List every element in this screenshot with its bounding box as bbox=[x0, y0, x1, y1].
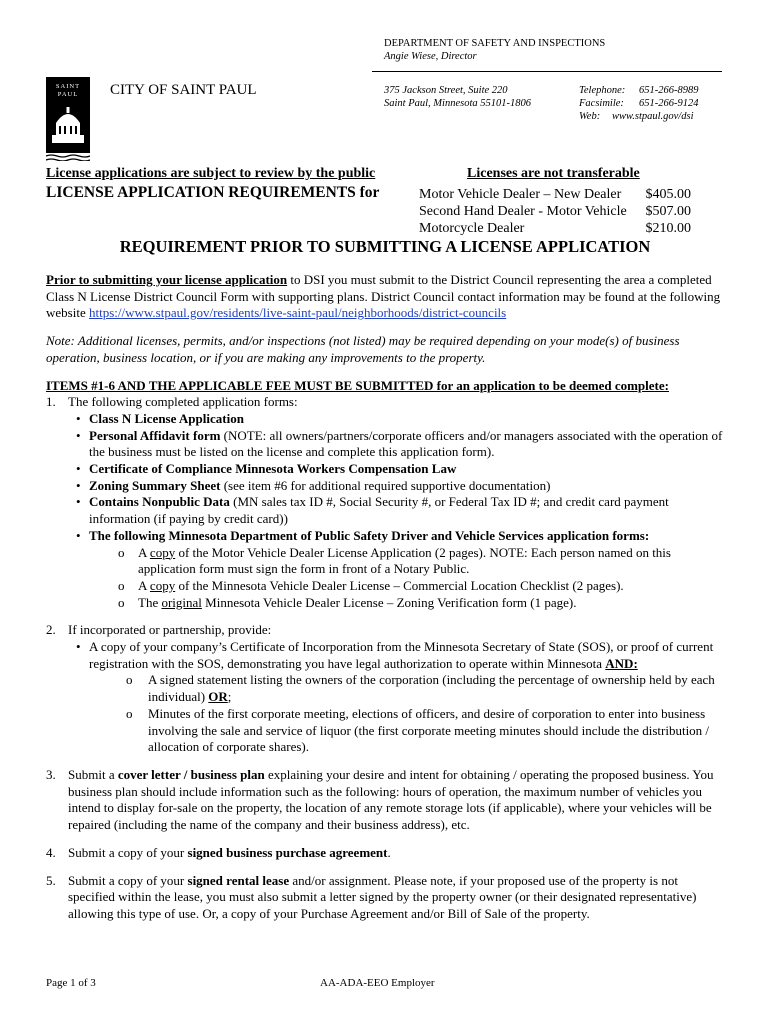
bullet-icon: • bbox=[76, 410, 81, 426]
text: of the Minnesota Vehicle Dealer License – Commercial Location Checklist (2 pages). bbox=[175, 577, 624, 593]
text: A bbox=[138, 577, 150, 593]
sub-item-text bbox=[138, 545, 726, 578]
circle-bullet-icon: o bbox=[126, 672, 133, 688]
address-line: Saint Paul, Minnesota 55101-1806 bbox=[384, 98, 531, 109]
telephone-value: 651-266-8989 bbox=[639, 85, 699, 96]
document-body bbox=[46, 272, 726, 923]
bold-text: signed rental lease bbox=[187, 872, 290, 888]
list-item bbox=[68, 461, 726, 478]
sub-item-text bbox=[138, 578, 624, 595]
fee-row bbox=[419, 220, 691, 237]
fee-row bbox=[419, 186, 691, 203]
item-number: 3. bbox=[46, 766, 56, 782]
text: explaining your desire and intent for obtaining / operating the proposed business. You business plan should include information such as the following: hours of operation, the maximum number of vehicles you intend to display for-sale on the property, the location of any remote storage lots (if applicable), where your vehicles will be repaired (including the name of the company and their business address), etc. bbox=[68, 766, 714, 833]
underlined-text: copy bbox=[149, 544, 176, 560]
license-requirements-title: LICENSE APPLICATION REQUIREMENTS for bbox=[46, 184, 380, 201]
page-number: Page 1 of 3 bbox=[46, 977, 96, 989]
circle-bullet-icon: o bbox=[126, 705, 133, 721]
bold-text: Contains Nonpublic Data bbox=[89, 494, 230, 510]
item-number: 4. bbox=[46, 844, 56, 860]
svg-text:PAUL: PAUL bbox=[57, 91, 79, 98]
district-councils-link[interactable]: https://www.stpaul.gov/residents/live-saint-paul/neighborhoods/district-councils bbox=[88, 305, 507, 321]
text: Submit a copy of your bbox=[68, 844, 188, 860]
item-text: If incorporated or partnership, provide: bbox=[68, 622, 272, 638]
text: . bbox=[387, 844, 391, 860]
text: The bbox=[138, 594, 162, 610]
item-number: 2. bbox=[46, 622, 56, 638]
item-number: 5. bbox=[46, 872, 56, 888]
bullet-icon: • bbox=[76, 527, 81, 543]
circle-bullet-icon: o bbox=[118, 577, 125, 593]
list-item bbox=[68, 528, 726, 545]
text: and/or assignment. Please note, if your proposed use of the property is not specified within the lease, you must also submit a letter signed by the property owner (or their designated representative) allowing this type of use. Or, a copy of your Purchase Agreement and/or Bill of Sale of the property. bbox=[68, 872, 697, 921]
facsimile-label: Facsimile: bbox=[579, 98, 624, 109]
sub-item-text bbox=[138, 595, 577, 612]
underlined-text: copy bbox=[149, 577, 176, 593]
header-divider bbox=[372, 71, 722, 72]
or-text: OR bbox=[208, 689, 228, 705]
list-item-text bbox=[89, 494, 726, 527]
not-transferable-notice: Licenses are not transferable bbox=[467, 166, 640, 181]
item-5 bbox=[46, 873, 726, 923]
list-item bbox=[68, 478, 726, 495]
facsimile-value: 651-266-9124 bbox=[639, 98, 699, 109]
web-label: Web: bbox=[579, 111, 601, 122]
bullet-icon: • bbox=[76, 477, 81, 493]
fee-amount: $405.00 bbox=[645, 187, 691, 202]
bullet-icon: • bbox=[76, 427, 81, 443]
eeo-statement: AA-ADA-EEO Employer bbox=[320, 977, 435, 989]
telephone-label: Telephone: bbox=[579, 85, 626, 96]
fee-row bbox=[419, 203, 691, 220]
svg-text:SAINT: SAINT bbox=[55, 83, 81, 90]
bullet-icon: • bbox=[76, 461, 81, 477]
web-value: www.stpaul.gov/dsi bbox=[612, 111, 694, 122]
circle-bullet-icon: o bbox=[118, 594, 125, 610]
department-name: DEPARTMENT OF SAFETY AND INSPECTIONS bbox=[384, 38, 606, 49]
list-item-text: The following Minnesota Department of Public Safety Driver and Vehicle Services application forms: bbox=[89, 527, 650, 543]
prior-paragraph bbox=[46, 272, 726, 322]
text: A signed statement listing the owners of the corporation (including the percentage of ownership held by each individual) bbox=[148, 672, 715, 705]
and-text: AND: bbox=[605, 655, 638, 671]
circle-bullet-icon: o bbox=[118, 544, 125, 560]
list-item-text: Certificate of Compliance Minnesota Workers Compensation Law bbox=[89, 461, 457, 477]
rest-text: (NOTE: all owners/partners/corporate officers and/or managers associated with the operation of the business must be listed on the license and complete this application form). bbox=[89, 427, 723, 460]
item-4 bbox=[46, 845, 726, 862]
list-item-text bbox=[89, 428, 726, 461]
bold-text: Personal Affidavit form bbox=[89, 427, 221, 443]
sub-item bbox=[68, 545, 726, 578]
item-text bbox=[68, 767, 726, 834]
sub-item-text: Minutes of the first corporate meeting, elections of officers, and desire of corporation to enter into business involving the sale and service of liquor (the first corporate meeting minutes should include the distribution / allocation of corporate shares). bbox=[148, 705, 710, 755]
item-number: 1. bbox=[46, 394, 56, 410]
list-item-text bbox=[89, 478, 550, 495]
text: Submit a bbox=[68, 766, 118, 782]
item-text bbox=[68, 845, 391, 862]
list-item bbox=[68, 411, 726, 428]
list-item-text bbox=[89, 639, 726, 672]
sub-item bbox=[68, 672, 726, 705]
director-name: Angie Wiese, Director bbox=[384, 51, 477, 62]
list-item-text: Class N License Application bbox=[89, 410, 244, 426]
sub-item bbox=[68, 578, 726, 595]
department-header bbox=[384, 37, 605, 63]
capitol-dome-icon bbox=[46, 77, 90, 161]
rest-text: (MN sales tax ID #, Social Security #, or Federal Tax ID #; and credit card payment information (if paying by credit card)) bbox=[89, 494, 669, 527]
text: Minnesota Vehicle Dealer License – Zoning Verification form (1 page). bbox=[201, 594, 577, 610]
item-text bbox=[68, 873, 726, 923]
underlined-text: original bbox=[161, 594, 202, 610]
list-item bbox=[68, 494, 726, 527]
note-paragraph: Note: Additional licenses, permits, and/or inspections (not listed) may be required depending on your mode(s) of business operation, business location, or if you are making any improvements to the property. bbox=[46, 333, 680, 365]
fee-amount: $210.00 bbox=[645, 221, 691, 236]
text: of the Motor Vehicle Dealer License Application (2 pages). NOTE: Each person named on this application form must sign the form in front of a Notary Public. bbox=[138, 544, 671, 577]
sub-item bbox=[68, 595, 726, 612]
list-item bbox=[68, 428, 726, 461]
city-name: CITY OF SAINT PAUL bbox=[110, 82, 257, 98]
bold-text: cover letter / business plan bbox=[117, 766, 265, 782]
public-review-notice: License applications are subject to review by the public bbox=[46, 166, 376, 181]
bold-text: Zoning Summary Sheet bbox=[89, 477, 221, 493]
address-block bbox=[384, 84, 531, 110]
prior-text: to DSI you must submit to the District Council representing the area a completed Class N License District Council Form with supporting plans. District Council contact information may be found at the following website bbox=[46, 272, 721, 321]
item-text: The following completed application forms: bbox=[68, 394, 298, 410]
text: Submit a copy of your bbox=[68, 872, 188, 888]
address-line: 375 Jackson Street, Suite 220 bbox=[384, 85, 508, 96]
saint-paul-logo bbox=[46, 77, 90, 161]
text: A copy of your company’s Certificate of Incorporation from the Minnesota Secretary of State (SOS), or proof of current registration with the SOS, demonstrating you have legal authorization to operate within Minnesota bbox=[89, 639, 714, 671]
prior-lead: Prior to submitting your license application bbox=[46, 272, 288, 287]
text: A bbox=[138, 544, 150, 560]
fee-list bbox=[419, 186, 691, 237]
list-item bbox=[68, 639, 726, 672]
item-1 bbox=[46, 394, 726, 411]
contact-block bbox=[579, 84, 699, 123]
bullet-icon: • bbox=[76, 639, 81, 655]
rest-text: (see item #6 for additional required supportive documentation) bbox=[220, 477, 551, 493]
fee-name: Second Hand Dealer - Motor Vehicle bbox=[419, 204, 627, 219]
bullet-icon: • bbox=[76, 494, 81, 510]
item-3 bbox=[46, 767, 726, 834]
bold-text: signed business purchase agreement bbox=[187, 844, 388, 860]
main-title: REQUIREMENT PRIOR TO SUBMITTING A LICENSE APPLICATION bbox=[119, 237, 651, 256]
items-heading: ITEMS #1-6 AND THE APPLICABLE FEE MUST BE SUBMITTED for an application to be deemed complete: bbox=[46, 377, 669, 393]
sub-item-text bbox=[148, 672, 726, 705]
sub-item bbox=[68, 706, 726, 756]
text: ; bbox=[227, 689, 232, 705]
fee-name: Motor Vehicle Dealer – New Dealer bbox=[419, 187, 622, 202]
item-2 bbox=[46, 622, 726, 639]
fee-name: Motorcycle Dealer bbox=[419, 221, 525, 236]
fee-amount: $507.00 bbox=[645, 204, 691, 219]
